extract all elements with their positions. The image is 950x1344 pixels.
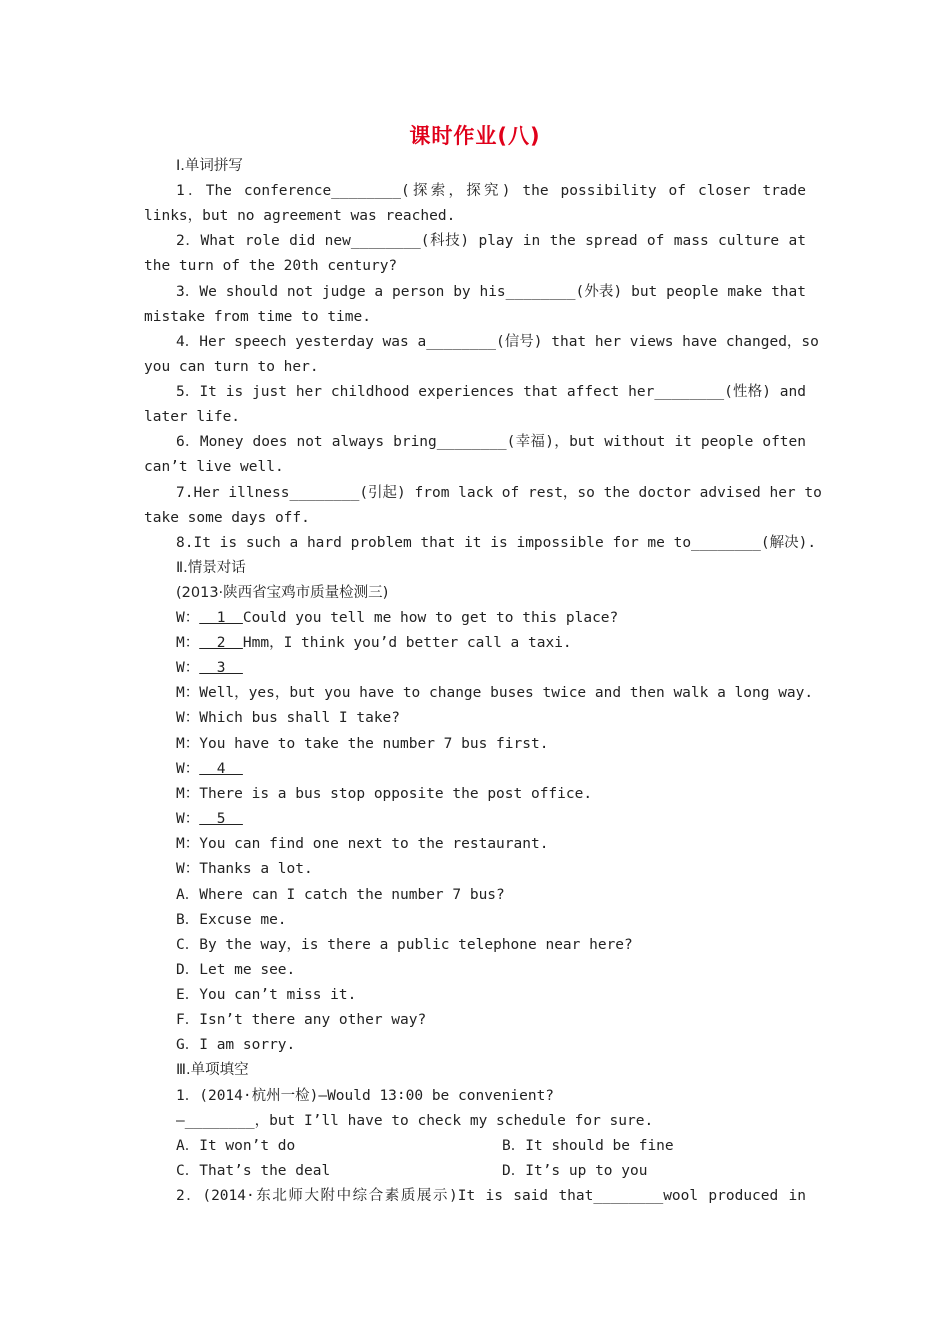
speaker-label: W：	[176, 861, 200, 877]
option-c: C．That’s the deal	[176, 1163, 331, 1179]
dialogue-line	[176, 757, 806, 782]
dialogue-line	[176, 782, 806, 807]
exercise-line: later life.	[144, 409, 241, 425]
dialogue-line	[176, 857, 806, 882]
options-row	[176, 1159, 806, 1184]
speaker-label: M：	[176, 786, 200, 802]
option-a: A．It won’t do	[176, 1138, 296, 1154]
speaker-label: W：	[176, 811, 200, 827]
dialogue-line	[176, 732, 806, 757]
dialogue-text: You can find one next to the restaurant.	[199, 836, 549, 852]
speaker-label: W：	[176, 610, 200, 626]
page-title: 课时作业(八)	[409, 124, 541, 148]
speaker-label: M：	[176, 736, 200, 752]
section3-heading: Ⅲ.单项填空	[176, 1062, 249, 1078]
question-source: (2013·陕西省宝鸡市质量检测三)	[176, 585, 389, 601]
option-d: D．It’s up to you	[502, 1163, 648, 1179]
answer-option: B．Excuse me.	[176, 912, 287, 928]
answer-option: D．Let me see.	[176, 962, 296, 978]
exercise-line: you can turn to her.	[144, 359, 319, 375]
exercise-line: 5．It is just her childhood experiences that affect her________(性格) and	[176, 384, 806, 400]
exercise-line: 6．Money does not always bring________(幸福)，but without it people often	[176, 434, 806, 450]
question-reply: —________，but I’ll have to check my schedule for sure.	[176, 1113, 654, 1129]
exercise-line: 7.Her illness________(引起) from lack of rest，so the doctor advised her to	[176, 485, 822, 501]
dialogue-text: Hmm，I think you’d better call a taxi.	[242, 635, 572, 651]
answer-option: C．By the way，is there a public telephone near here?	[176, 937, 633, 953]
dialogue-text: You have to take the number 7 bus first.	[199, 736, 549, 752]
exercise-line: 2．What role did new________(科技) play in the spread of mass culture at	[176, 233, 806, 249]
speaker-label: W：	[176, 660, 200, 676]
dialogue-blank: 1	[199, 610, 243, 626]
dialogue-line	[176, 706, 806, 731]
options-row	[176, 1134, 806, 1159]
option-b: B．It should be fine	[502, 1138, 674, 1154]
exercise-line: 1．The conference________(探索，探究) the possibility of closer trade	[176, 183, 806, 199]
dialogue-line	[176, 681, 814, 706]
speaker-label: W：	[176, 761, 200, 777]
dialogue-blank: 4	[199, 761, 243, 777]
dialogue-text: Which bus shall I take?	[199, 710, 401, 726]
exercise-line: 8.It is such a hard problem that it is impossible for me to________(解决).	[176, 535, 817, 551]
dialogue-text: Thanks a lot.	[199, 861, 313, 877]
dialogue-blank: 2	[199, 635, 243, 651]
answer-option: E．You can’t miss it.	[176, 987, 357, 1003]
exercise-line: 3．We should not judge a person by his________(外表) but people make that	[176, 284, 806, 300]
answer-option: F．Isn’t there any other way?	[176, 1012, 427, 1028]
dialogue-blank: 3	[199, 660, 243, 676]
answer-option: G．I am sorry.	[176, 1037, 296, 1053]
speaker-label: M：	[176, 836, 200, 852]
speaker-label: M：	[176, 685, 200, 701]
dialogue-line	[176, 832, 806, 857]
section2-heading: Ⅱ.情景对话	[176, 560, 246, 576]
dialogue-line	[176, 606, 806, 631]
exercise-line: can’t live well.	[144, 459, 284, 475]
dialogue-text: Could you tell me how to get to this place?	[242, 610, 619, 626]
answer-option: A．Where can I catch the number 7 bus?	[176, 887, 505, 903]
exercise-line: 4．Her speech yesterday was a________(信号) that her views have changed，so	[176, 334, 819, 350]
speaker-label: W：	[176, 710, 200, 726]
exercise-line: take some days off.	[144, 510, 310, 526]
question-stem: 2．(2014·东北师大附中综合素质展示)It is said that________wool produced in	[176, 1188, 806, 1204]
dialogue-line	[176, 807, 806, 832]
dialogue-text: Well，yes，but you have to change buses twice and then walk a long way.	[199, 685, 814, 701]
dialogue-line	[176, 656, 806, 681]
exercise-line: mistake from time to time.	[144, 309, 371, 325]
exercise-line: links，but no agreement was reached.	[144, 208, 456, 224]
exercise-line: the turn of the 20th century?	[144, 258, 398, 274]
dialogue-line	[176, 631, 806, 656]
dialogue-text: There is a bus stop opposite the post office.	[199, 786, 593, 802]
section1-heading: Ⅰ.单词拼写	[176, 158, 243, 174]
question-stem: 1．(2014·杭州一检)—Would 13∶00 be convenient?	[176, 1088, 555, 1104]
speaker-label: M：	[176, 635, 200, 651]
dialogue-blank: 5	[199, 811, 243, 827]
